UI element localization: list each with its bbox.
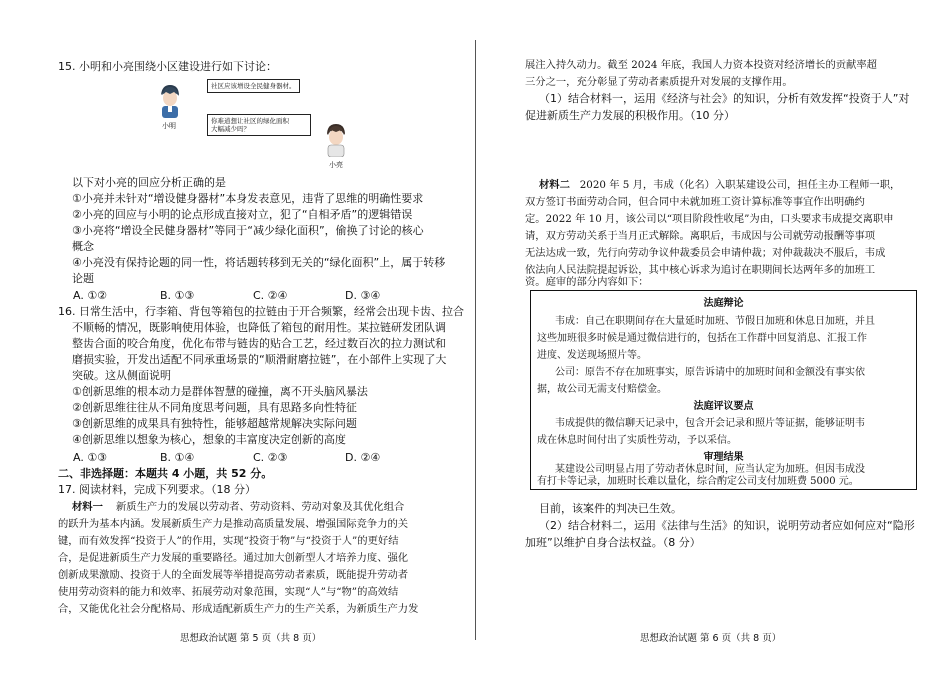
bubble2-line1: 你难道想让社区的绿化面积 (211, 117, 289, 125)
debate-line-3: 进度、发送现场照片等。 (537, 350, 647, 361)
q15-item-4-cont: 论题 (72, 272, 94, 285)
q16-option-c[interactable]: C. ②③ (253, 451, 288, 464)
q15-option-d[interactable]: D. ③④ (345, 289, 381, 302)
material-1-line-2: 的跃升为基本内涵。发展新质生产力是推动高质量发展、增强国际竞争力的关 (58, 518, 409, 530)
requirement-1-line-2: 促进新质生产力发展的积极作用。（10 分） (525, 109, 735, 122)
court-debate-title: 法庭辩论 (703, 298, 744, 309)
material-2-label: 材料二 (539, 179, 570, 191)
court-evaluation-title: 法庭评议要点 (693, 401, 754, 412)
material-2-line-2: 双方签订书面劳动合同，但合同中未就加班工资计算标准等事宜作出明确约 (525, 196, 865, 208)
material-2-line-7: 资。庭审的部分内容如下： (525, 276, 649, 288)
material-1-text-1: 新质生产力的发展以劳动者、劳动资料、劳动对象及其优化组合 (115, 501, 405, 513)
material-1-line-4: 合，是促进新质生产力发展的重要路径。通过加大创新型人才培养力度、强化 (58, 552, 409, 564)
q15-item-1: ①小亮并未针对“增设健身器材”本身发表意见，违背了思维的明确性要求 (72, 192, 424, 205)
q15-item-4: ④小亮没有保持论题的同一性，将话题转移到无关的“绿化面积”上，属于转移 (72, 256, 446, 269)
material-2-line-3: 定。2022 年 10 月，该公司以“项目阶段性收尾”为由，口头要求韦成提交离职申 (525, 213, 894, 225)
page-divider (475, 40, 476, 640)
boy-xiaoliang-icon (324, 123, 348, 157)
q16-line-5: 突破。这从侧面说明 (72, 369, 171, 382)
material-2-line-5: 无法达成一致，先行向劳动争议仲裁委员会申请仲裁；对仲裁裁决不服后，韦成 (525, 247, 886, 259)
q16-line-1: 16. 日常生活中，行李箱、背包等箱包的拉链由于开合频繁，经常会出现卡齿、拉合 (58, 305, 464, 318)
debate-line-1: 韦成：自己在职期间存在大量延时加班、节假日加班和休息日加班，并且 (555, 316, 875, 327)
q15-stem: 15. 小明和小亮围绕小区建设进行如下讨论： (58, 60, 277, 73)
boy-xiaoming-icon (158, 84, 182, 118)
requirement-2-line-1: （2）结合材料二，运用《法律与生活》的知识，说明劳动者应如何应对“隐形 (539, 519, 915, 532)
evaluation-line-2: 成在休息时间付出了实质性劳动，予以采信。 (537, 435, 737, 446)
speech-bubble-xiaoming: 社区应该增设全民健身器材。 (207, 79, 300, 93)
material-1-cont-2: 三分之一，充分彰显了劳动者素质提升对发展的支撑作用。 (525, 76, 793, 88)
bubble2-line2: 大幅减少吗？ (211, 125, 250, 133)
q16-option-d[interactable]: D. ②④ (345, 451, 381, 464)
requirement-1-line-1: （1）结合材料一，运用《经济与社会》的知识，分析有效发挥“投资于人”对 (539, 92, 910, 105)
material-1-line-1 (72, 500, 404, 514)
material-2-line-1 (539, 178, 900, 192)
q15-option-a[interactable]: A. ①② (73, 289, 108, 302)
q15-item-3-cont: 概念 (72, 240, 94, 253)
caption-xiaoliang: 小亮 (329, 161, 343, 169)
material-1-line-3: 键，而有效发挥“投资于人”的作用，实现“投资于物”与“投资于人”的更好结 (58, 535, 399, 547)
debate-line-5: 据，故公司无需支付赔偿金。 (537, 384, 667, 395)
result-line-1: 某建设公司明显占用了劳动者休息时间，应当认定为加班。但因韦成没 (555, 464, 865, 475)
right-page (477, 0, 950, 673)
verdict-effective: 目前，该案件的判决已生效。 (539, 502, 682, 515)
q16-option-a[interactable]: A. ①③ (73, 451, 108, 464)
evaluation-line-1: 韦成提供的微信聊天记录中，包含开会记录和照片等证据，能够证明韦 (555, 418, 865, 429)
page-6-footer: 思想政治试题 第 6 页（共 8 页） (640, 633, 782, 644)
q16-item-3: ③创新思维的成果具有独特性，能够超越常规解决实际问题 (72, 417, 357, 430)
q15-lead: 以下对小亮的回应分析正确的是 (72, 176, 226, 189)
material-2-line-6: 依法向人民法院提起诉讼，其中核心诉求为追讨在职期间长达两年多的加班工 (525, 264, 876, 276)
material-1-line-6: 使用劳动资料的能力和效率、拓展劳动对象范围，实现“人”与“物”的高效结 (58, 586, 399, 598)
q15-option-b[interactable]: B. ①③ (160, 289, 195, 302)
page-5-footer: 思想政治试题 第 5 页（共 8 页） (180, 633, 322, 644)
speech-bubble-xiaoliang (207, 114, 311, 136)
q15-item-2: ②小亮的回应与小明的论点形成直接对立，犯了“自相矛盾”的逻辑错误 (72, 208, 413, 221)
material-1-line-7: 合，又能优化社会分配格局、形成适配新质生产力的生产关系，为新质生产力发 (58, 603, 419, 615)
material-2-text-1: 2020 年 5 月，韦成（化名）入职某建设公司，担任主办工程师一职， (579, 179, 901, 191)
q17-stem: 17. 阅读材料，完成下列要求。（18 分） (58, 483, 256, 496)
material-1-line-5: 创新成果激励、投资于人的全面发展等举措提高劳动者素质，既能提升劳动者 (58, 569, 409, 581)
material-2-line-4: 请，双方劳动关系于当月正式解除。离职后，韦成因与公司就劳动报酬等事项 (525, 230, 876, 242)
q16-item-1: ①创新思维的根本动力是群体智慧的碰撞，离不开头脑风暴法 (72, 385, 368, 398)
court-result-title: 审理结果 (703, 452, 744, 463)
material-1-cont-1: 展注入持久动力。截至 2024 年底，我国人力资本投资对经济增长的贡献率超 (525, 59, 877, 71)
q15-option-c[interactable]: C. ②④ (253, 289, 288, 302)
debate-line-4: 公司：原告不存在加班事实，原告诉请中的加班时间和金额没有事实依 (555, 367, 865, 378)
q16-item-2: ②创新思维往往从不同角度思考问题，具有思路多向性特征 (72, 401, 357, 414)
court-hearing-box (530, 290, 917, 490)
q16-line-3: 整齿合面的咬合角度，优化布带与链齿的贴合工艺，经过数百次的拉力测试和 (72, 337, 446, 350)
result-line-2: 有打卡等记录，加班时长难以量化，综合酌定公司支付加班费 5000 元。 (537, 476, 859, 487)
material-1-label: 材料一 (72, 501, 103, 513)
q16-line-4: 磨损实验，开发出适配不同承重场景的“顺滑耐磨拉链”，在小部件上实现了大 (72, 353, 447, 366)
q16-line-2: 不顺畅的情况，既影响使用体验，也降低了箱包的耐用性。某拉链研发团队调 (72, 321, 446, 334)
q16-option-b[interactable]: B. ①④ (160, 451, 195, 464)
q16-item-4: ④创新思维以想象为核心，想象的丰富度决定创新的高度 (72, 433, 346, 446)
requirement-2-line-2: 加班”以维护自身合法权益。（8 分） (525, 536, 701, 549)
debate-line-2: 这些加班很多时候是通过微信进行的，包括在工作群中回复消息、汇报工作 (537, 333, 867, 344)
caption-xiaoming: 小明 (162, 122, 176, 130)
q15-item-3: ③小亮将“增设全民健身器材”等同于“减少绿化面积”，偷换了讨论的核心 (72, 224, 424, 237)
section-2-heading: 二、非选择题：本题共 4 小题，共 52 分。 (58, 467, 273, 480)
